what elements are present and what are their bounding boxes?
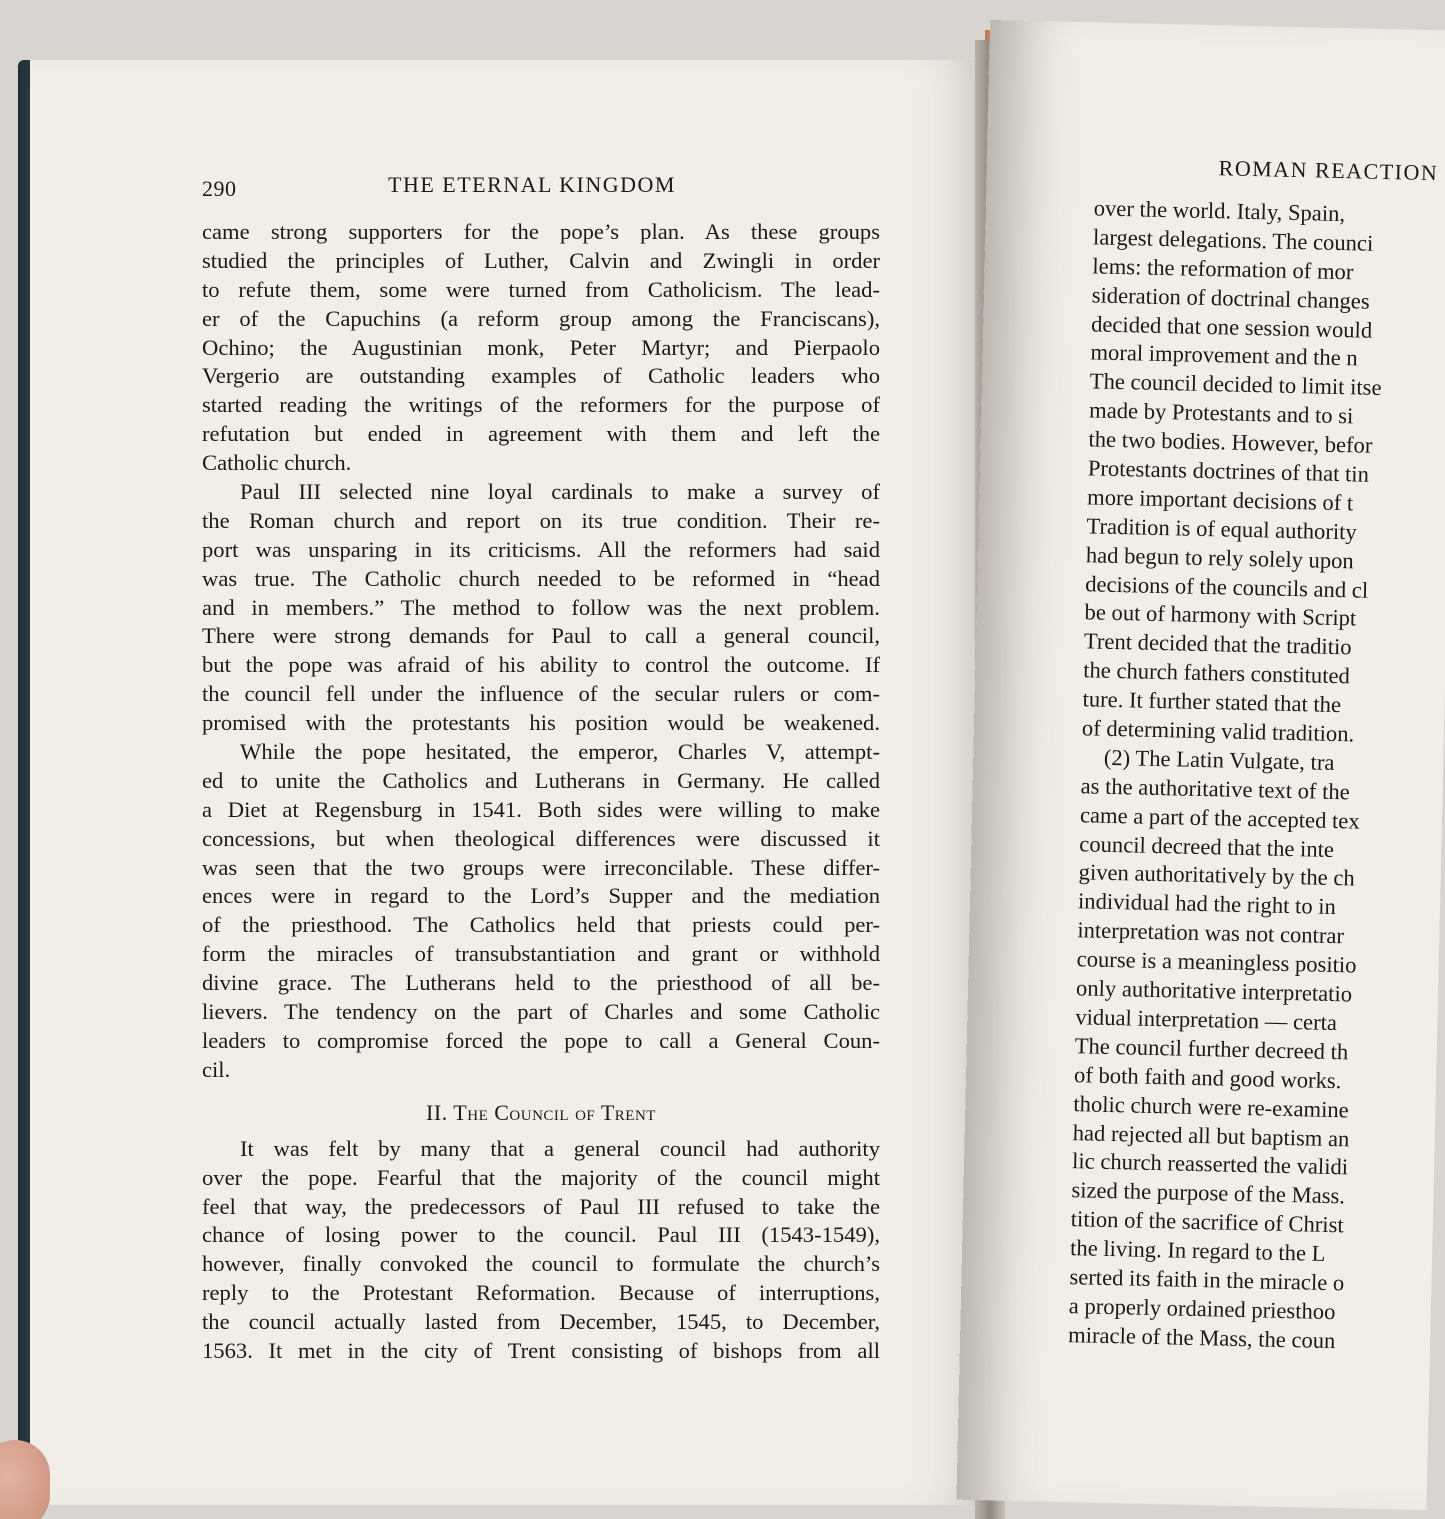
text-line: the living. In regard to the L	[1069, 1235, 1326, 1266]
text-line: decisions of the councils and cl	[1084, 570, 1369, 603]
paragraphs-after-heading	[202, 1135, 880, 1366]
text-line: studied the principles of Luther, Calvin and Zwingli in order	[202, 247, 880, 273]
text-line: lems: the reformation of mor	[1092, 253, 1354, 285]
text-line: miracle of the Mass, the coun	[1067, 1321, 1336, 1353]
text-line: serted its faith in the miracle o	[1069, 1264, 1345, 1296]
text-line: the Roman church and report on its true condition. Their re-	[202, 507, 880, 533]
text-line: over the pope. Fearful that the majority of the council might	[202, 1164, 880, 1190]
text-line: as the authoritative text of the	[1080, 773, 1351, 805]
paragraphs-before-heading	[202, 218, 880, 1085]
text-line: ences were in regard to the Lord’s Supper and the mediation	[202, 883, 880, 909]
text-line: tholic church were re-examine	[1073, 1090, 1350, 1123]
text-line: had begun to rely solely upon	[1085, 542, 1355, 574]
text-line: was seen that the two groups were irreconcilable. These differ-	[202, 854, 880, 880]
text-line: Catholic church.	[202, 450, 352, 476]
text-line: decided that one session would	[1090, 310, 1373, 343]
text-line: individual had the right to in	[1077, 888, 1337, 920]
text-line: The council decided to limit itse	[1089, 368, 1382, 401]
text-line: made by Protestants and to si	[1088, 397, 1354, 429]
text-line: but the pope was afraid of his ability to control the outcome. If	[202, 652, 880, 678]
text-line: 1563. It met in the city of Trent consisting of bishops from all	[202, 1337, 880, 1363]
text-line: While the pope hesitated, the emperor, Charles V, attempt-	[240, 739, 880, 765]
text-line: ed to unite the Catholics and Lutherans in Germany. He called	[202, 767, 880, 793]
text-line: had rejected all but baptism an	[1072, 1119, 1350, 1151]
text-line: the council fell under the influence of the secular rulers or com-	[202, 681, 880, 707]
text-line: council decreed that the inte	[1079, 830, 1335, 862]
text-line: came a part of the accepted tex	[1079, 801, 1360, 834]
text-line: interpretation was not contrar	[1077, 917, 1345, 949]
text-line: the council actually lasted from December, 1545, to December,	[202, 1309, 880, 1335]
text-line: form the miracles of transubstantiation and grant or withhold	[202, 941, 880, 967]
text-line: chance of losing power to the council. Paul III (1543-1549),	[202, 1222, 880, 1248]
running-head-right: ROMAN REACTION	[1218, 155, 1439, 186]
text-line: came strong supporters for the pope’s plan. As these groups	[202, 219, 880, 244]
text-line: a properly ordained priesthoo	[1068, 1292, 1336, 1325]
text-line: over the world. Italy, Spain,	[1093, 195, 1346, 227]
text-line: Paul III selected nine loyal cardinals to make a survey of	[240, 479, 880, 505]
section-heading: II. The Council of Trent	[426, 1099, 656, 1125]
text-line: sized the purpose of the Mass.	[1071, 1177, 1346, 1209]
text-line: Protestants doctrines of that tin	[1087, 455, 1370, 487]
text-line: the church fathers constituted	[1082, 657, 1351, 689]
text-line: and in members.” The method to follow was the next problem.	[202, 594, 880, 620]
text-line: however, finally convoked the council to formulate the church’s	[202, 1251, 880, 1277]
text-line: leaders to compromise forced the pope to call a General Coun-	[202, 1027, 880, 1053]
text-line: tition of the sacrifice of Christ	[1070, 1206, 1344, 1238]
text-line: refutation but ended in agreement with them and left the	[202, 421, 880, 447]
text-line: divine grace. The Lutherans held to the priesthood of all be-	[202, 970, 880, 996]
text-line: er of the Capuchins (a reform group among the Franciscans),	[202, 305, 880, 331]
text-line: the two bodies. However, befor	[1088, 426, 1373, 458]
text-line: promised with the protestants his position would be weakened.	[202, 710, 880, 736]
text-line: only authoritative interpretatio	[1075, 975, 1353, 1007]
right-page-body	[1068, 194, 1445, 1358]
text-line: Trent decided that the traditio	[1083, 628, 1352, 660]
left-page	[30, 60, 995, 1505]
text-line: moral improvement and the n	[1090, 339, 1358, 371]
text-line: a Diet at Regensburg in 1541. Both sides were willing to make	[202, 796, 880, 822]
text-line: (2) The Latin Vulgate, tra	[1081, 744, 1335, 775]
text-line: of determining valid tradition.	[1081, 715, 1355, 747]
text-line: be out of harmony with Script	[1084, 599, 1357, 631]
text-line: reply to the Protestant Reformation. Because of interruptions,	[202, 1280, 880, 1306]
text-line: There were strong demands for Paul to call a general council,	[202, 623, 880, 649]
text-line: lievers. The tendency on the part of Charles and some Catholic	[202, 999, 880, 1025]
page-number: 290	[202, 176, 237, 201]
text-line: given authoritatively by the ch	[1078, 859, 1355, 891]
text-line: port was unsparing in its criticisms. All the reformers had said	[202, 536, 880, 562]
text-line: vidual interpretation — certa	[1075, 1004, 1338, 1036]
right-page	[956, 20, 1445, 1510]
text-line: to refute them, some were turned from Catholicism. The lead-	[202, 276, 880, 302]
text-line: ture. It further stated that the	[1082, 686, 1342, 718]
text-line: largest delegations. The counci	[1092, 224, 1374, 256]
text-line: The council further decreed th	[1074, 1033, 1349, 1065]
running-head: THE ETERNAL KINGDOM	[388, 172, 676, 197]
text-line: of the priesthood. The Catholics held that priests could per-	[202, 912, 880, 938]
text-line: started reading the writings of the reformers for the purpose of	[202, 392, 880, 418]
text-line: lic church reasserted the validi	[1071, 1148, 1349, 1180]
text-line: course is a meaningless positio	[1076, 946, 1357, 978]
text-line: feel that way, the predecessors of Paul III refused to take the	[202, 1193, 880, 1219]
text-line: Tradition is of equal authority	[1086, 513, 1358, 545]
text-line: concessions, but when theological differences were discussed it	[202, 825, 880, 851]
text-line: was true. The Catholic church needed to be reformed in “head	[202, 565, 880, 591]
text-line: of both faith and good works.	[1073, 1061, 1342, 1093]
left-page-body	[202, 218, 880, 1366]
text-line: more important decisions of t	[1086, 484, 1354, 516]
text-line: cil.	[202, 1056, 231, 1082]
text-line: Vergerio are outstanding examples of Catholic leaders who	[202, 363, 880, 389]
text-line: sideration of doctrinal changes	[1091, 282, 1370, 314]
text-line: Ochino; the Augustinian monk, Peter Martyr; and Pierpaolo	[202, 334, 880, 360]
text-line: It was felt by many that a general council had authority	[240, 1135, 880, 1161]
